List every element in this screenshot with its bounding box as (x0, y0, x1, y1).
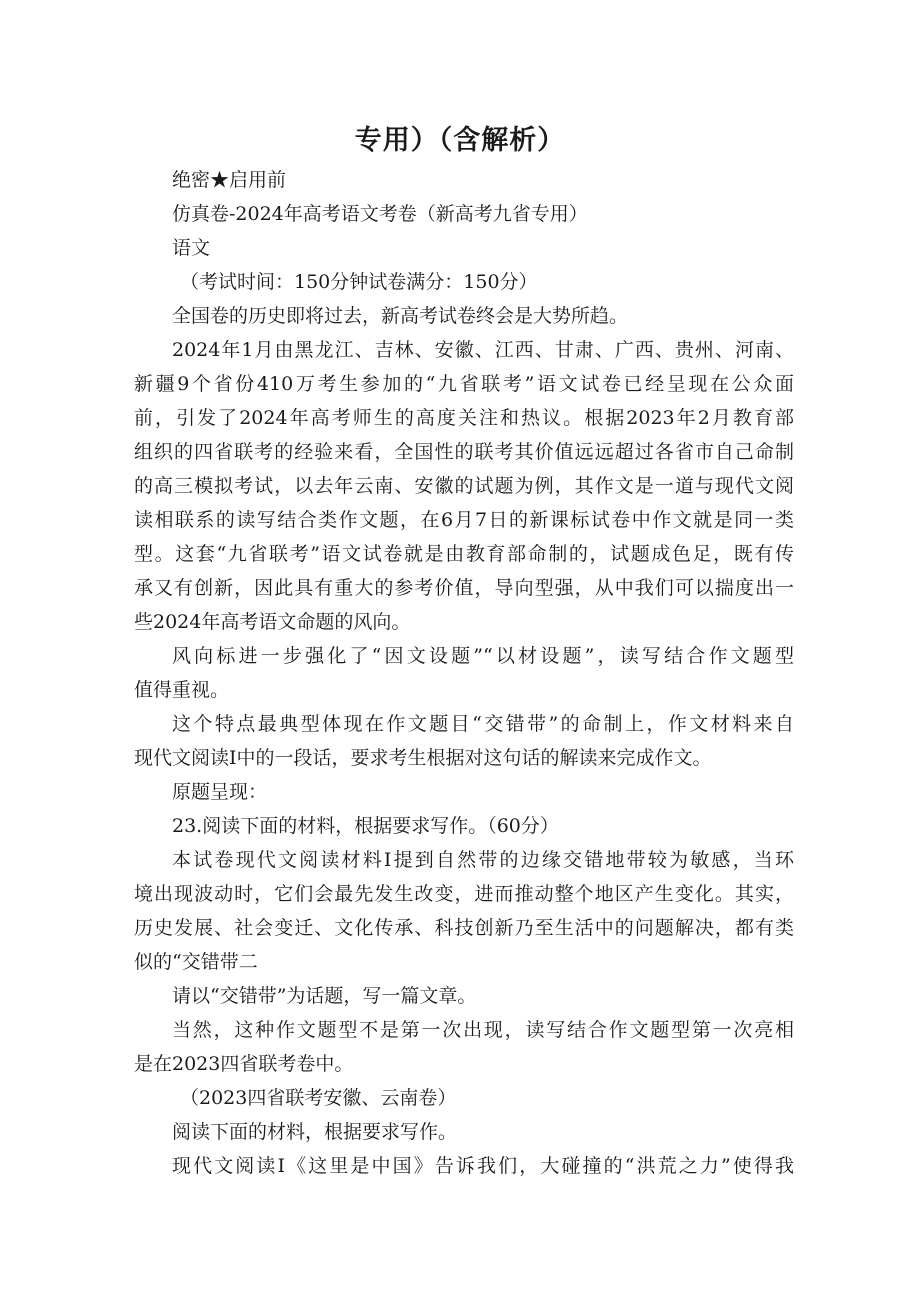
paragraph-line: 值得重视。 (134, 679, 230, 701)
paragraph-line: 历史发展、社会变迁、文化传承、科技创新乃至生活中的问题解决，都有类 (134, 917, 794, 939)
paragraph-line: 新疆9个省份410万考生参加的“九省联考”语文试卷已经呈现在公众面 (134, 373, 794, 395)
paragraph-line: 当然，这种作文题型不是第一次出现，读写结合作文题型第一次亮相 (172, 1019, 794, 1041)
paragraph-line: 请以“交错带”为话题，写一篇文章。 (172, 985, 477, 1007)
paragraph-line: 前，引发了2024年高考师生的高度关注和热议。根据2023年2月教育部 (134, 407, 794, 429)
paragraph-line: 读相联系的读写结合类作文题，在6月7日的新课标试卷中作文就是同一类 (134, 509, 794, 531)
document-title: 专用）（含解析） (354, 125, 566, 156)
paragraph-line: 组织的四省联考的经验来看，全国性的联考其价值远远超过各省市自己命制 (134, 441, 794, 463)
paragraph-line: 型。这套“九省联考”语文试卷就是由教育部命制的，试题成色足，既有传 (134, 543, 794, 565)
paragraph-line: 境出现波动时，它们会最先发生改变，进而推动整个地区产生变化。其实， (134, 883, 794, 905)
paragraph-line: 这个特点最典型体现在作文题目“交错带”的命制上，作文材料来自 (172, 713, 794, 735)
paragraph-line: 承又有创新，因此具有重大的参考价值，导向型强，从中我们可以揣度出一 (134, 577, 794, 599)
classification-label: 绝密★启用前 (172, 169, 287, 191)
paragraph-line: 似的“交错带二 (134, 951, 258, 973)
source-note: （2023四省联考安徽、云南卷） (180, 1087, 457, 1109)
paragraph-line: 阅读下面的材料，根据要求写作。 (172, 1121, 458, 1143)
paragraph-line: 现代文阅读Ⅰ中的一段话，要求考生根据对这句话的解读来完成作文。 (134, 747, 712, 769)
paragraph-line: 现代文阅读Ⅰ《这里是中国》告诉我们，大碰撞的“洪荒之力”使得我 (172, 1155, 794, 1177)
paragraph-line: 些2024年高考语文命题的风向。 (134, 611, 411, 633)
paragraph-line: 2024年1月由黑龙江、吉林、安徽、江西、甘肃、广西、贵州、河南、 (172, 339, 794, 361)
subject-label: 语文 (172, 237, 211, 259)
exam-time-note: （考试时间：150分钟试卷满分：150分） (180, 271, 538, 293)
exam-title: 仿真卷-2024年高考语文考卷（新高考九省专用） (172, 203, 588, 225)
paragraph-line: 是在2023四省联考卷中。 (134, 1053, 354, 1075)
section-label: 原题呈现： (172, 781, 268, 803)
paragraph-line: 本试卷现代文阅读材料Ⅰ提到自然带的边缘交错地带较为敏感，当环 (172, 849, 794, 871)
paragraph-line: 的高三模拟考试，以去年云南、安徽的试题为例，其作文是一道与现代文阅 (134, 475, 794, 497)
paragraph-line: 全国卷的历史即将过去，新高考试卷终会是大势所趋。 (172, 305, 629, 327)
document-body (134, 163, 794, 1183)
question-heading: 23.阅读下面的材料，根据要求写作。（60分） (172, 815, 559, 837)
paragraph-line: 风向标进一步强化了“因文设题”“以材设题”，读写结合作文题型 (172, 645, 794, 667)
